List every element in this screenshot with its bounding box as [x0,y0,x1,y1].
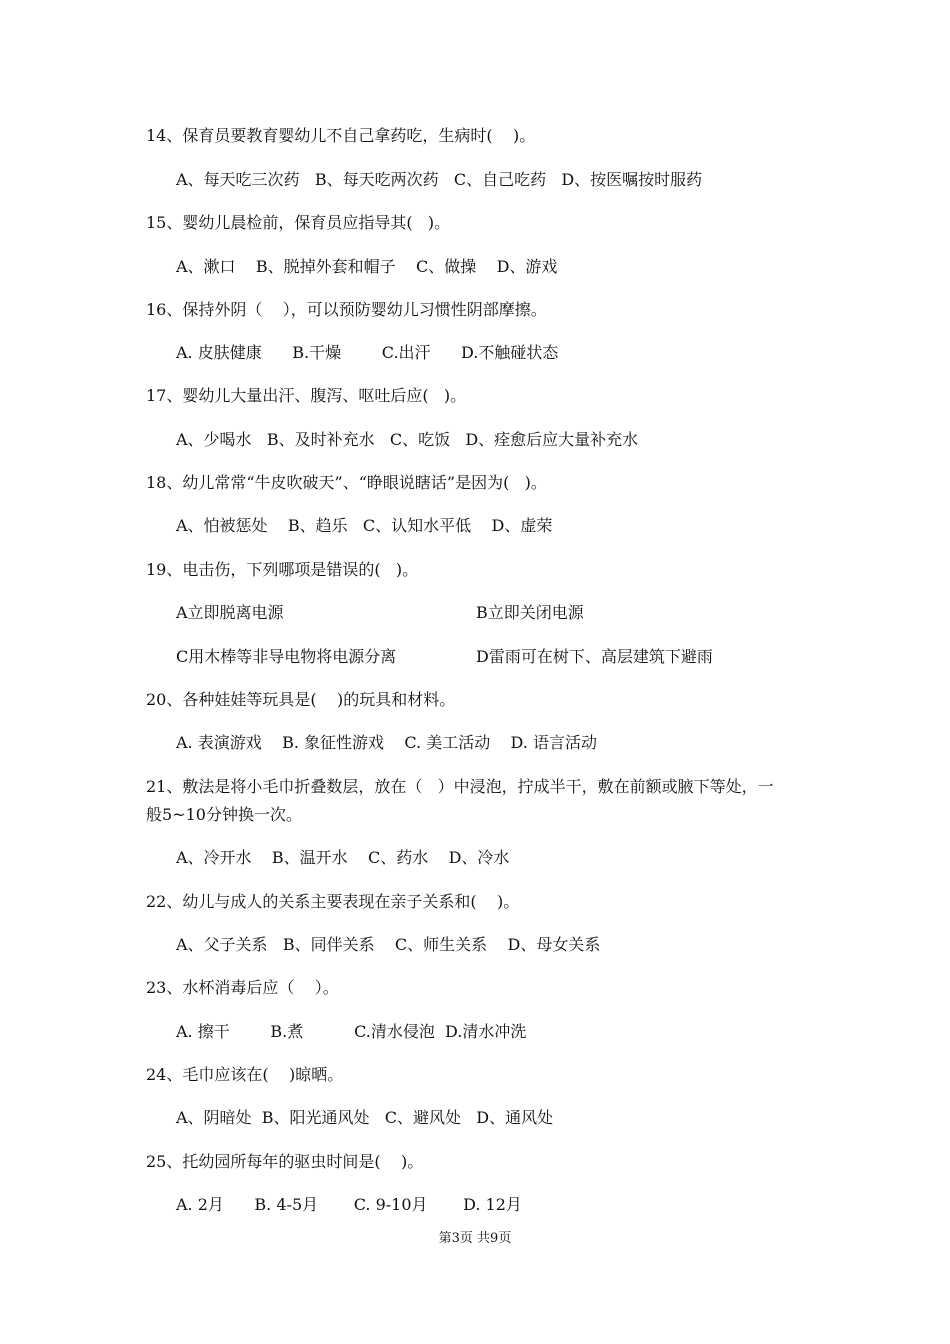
question-17-text: 17、婴幼儿大量出汗、腹泻、呕吐后应( )。 [146,386,467,405]
question-24-options: A、阴暗处 B、阳光通风处 C、避风处 D、通风处 [176,1108,554,1127]
question-21-options: A、冷开水 B、温开水 C、药水 D、冷水 [176,848,510,867]
question-25-text: 25、托幼园所每年的驱虫时间是( )。 [146,1152,424,1171]
question-15-text: 15、婴幼儿晨检前，保育员应指导其( )。 [146,213,451,232]
question-16-text: 16、保持外阴（ ），可以预防婴幼儿习惯性阴部摩擦。 [146,300,547,319]
question-19-option-a: A立即脱离电源 [176,603,284,622]
question-25-options: A. 2月 B. 4-5月 C. 9-10月 D. 12月 [176,1195,522,1214]
question-23-options: A. 擦干 B.煮 C.清水侵泡 D.清水冲洗 [176,1022,527,1041]
question-22-options: A、父子关系 B、同伴关系 C、师生关系 D、母女关系 [176,935,601,954]
question-18-options: A、怕被惩处 B、趋乐 C、认知水平低 D、虚荣 [176,516,553,535]
page-footer: 第3页 共9页 [438,1231,512,1246]
question-14-options: A、每天吃三次药 B、每天吃两次药 C、自己吃药 D、按医嘱按时服药 [176,170,703,189]
question-21-text-continued: 般5~10分钟换一次。 [146,805,302,824]
question-21-text: 21、敷法是将小毛巾折叠数层，放在（ ）中浸泡，拧成半干，敷在前额或腋下等处，一 [146,777,774,796]
question-22-text: 22、幼儿与成人的关系主要表现在亲子关系和( )。 [146,892,520,911]
question-18-text: 18、幼儿常常“牛皮吹破天”、“睁眼说瞎话”是因为( )。 [146,473,547,492]
question-16-options: A. 皮肤健康 B.干燥 C.出汗 D.不触碰状态 [176,343,559,362]
question-17-options: A、少喝水 B、及时补充水 C、吃饭 D、痊愈后应大量补充水 [176,430,639,449]
question-20-text: 20、各种娃娃等玩具是( )的玩具和材料。 [146,690,456,709]
question-20-options: A. 表演游戏 B. 象征性游戏 C. 美工活动 D. 语言活动 [176,733,597,752]
question-19-text: 19、电击伤，下列哪项是错误的( )。 [146,560,419,579]
question-19-option-d: D雷雨可在树下、高层建筑下避雨 [476,647,713,666]
question-24-text: 24、毛巾应该在( )晾晒。 [146,1065,344,1084]
question-14-text: 14、保育员要教育婴幼儿不自己拿药吃，生病时( )。 [146,126,536,145]
question-19-option-c: C用木棒等非导电物将电源分离 [176,647,397,666]
question-15-options: A、漱口 B、脱掉外套和帽子 C、做操 D、游戏 [176,257,558,276]
question-19-option-b: B立即关闭电源 [476,603,584,622]
question-23-text: 23、水杯消毒后应（ ）。 [146,978,339,997]
